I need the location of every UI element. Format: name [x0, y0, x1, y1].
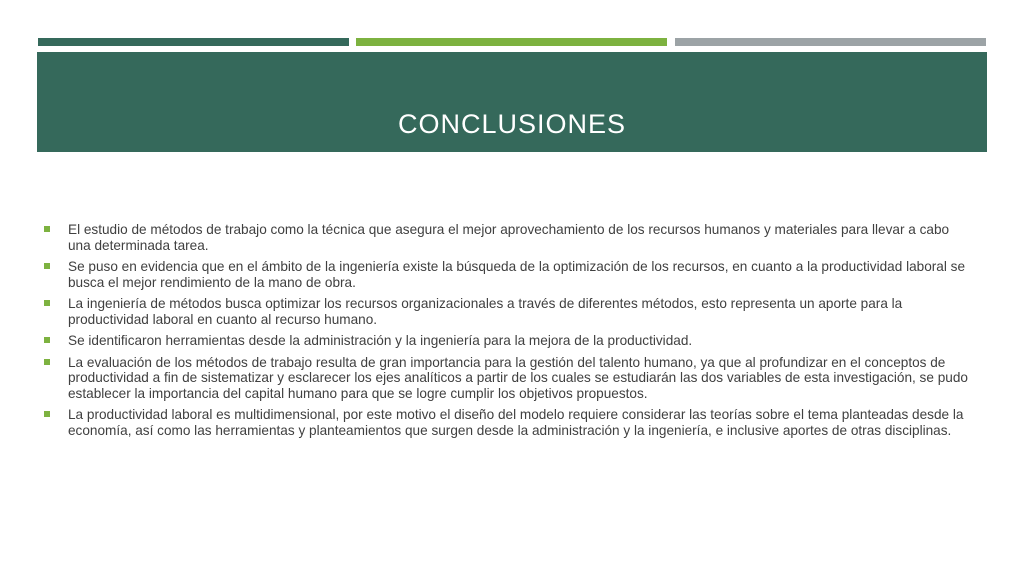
bullet-list	[44, 222, 974, 444]
bullet-text: La evaluación de los métodos de trabajo resulta de gran importancia para la gestión del talento humano, ya que al profundizar en el conceptos de productividad a fin de sistematizar y esclarecer los ejes analíticos a partir de los cuales se estudiarán las dos variables de esta investigación, se pudo establecer la importancia del capital humano para que se logre cumplir los objetivos propuestos.	[68, 354, 968, 401]
square-bullet-icon	[44, 226, 50, 232]
bullet-text: La productividad laboral es multidimensional, por este motivo el diseño del modelo requiere considerar las teorías sobre el tema planteadas desde la economía, así como las herramientas y planteamientos que surgen desde la administración y la ingeniería, e inclusive aportes de otras disciplinas.	[68, 407, 964, 438]
bullet-text: Se puso en evidencia que en el ámbito de la ingeniería existe la búsqueda de la optimización de los recursos, en cuanto a la productividad laboral se busca el mejor rendimiento de la mano de obra.	[68, 259, 966, 290]
bullet-text: El estudio de métodos de trabajo como la técnica que asegura el mejor aprovechamiento de los recursos humanos y materiales para llevar a cabo una determinada tarea.	[68, 222, 950, 253]
square-bullet-icon	[44, 359, 50, 365]
square-bullet-icon	[44, 337, 50, 343]
square-bullet-icon	[44, 263, 50, 269]
accent-bar-gray	[675, 38, 986, 46]
accent-bar-dark-green	[38, 38, 349, 46]
bullet-item	[44, 355, 974, 402]
bullet-item	[44, 407, 974, 438]
square-bullet-icon	[44, 300, 50, 306]
bullet-item	[44, 333, 974, 349]
bullet-item	[44, 296, 974, 327]
bullet-text: La ingeniería de métodos busca optimizar los recursos organizacionales a través de diferentes métodos, esto representa un aporte para la productividad laboral en cuanto al recurso humano.	[68, 296, 903, 327]
slide-title: CONCLUSIONES	[397, 108, 627, 139]
square-bullet-icon	[44, 411, 50, 417]
accent-bar-light-green	[356, 38, 667, 46]
bullet-item	[44, 259, 974, 290]
bullet-text: Se identificaron herramientas desde la administración y la ingeniería para la mejora de la productividad.	[68, 333, 693, 348]
title-band	[37, 52, 987, 152]
bullet-item	[44, 222, 974, 253]
